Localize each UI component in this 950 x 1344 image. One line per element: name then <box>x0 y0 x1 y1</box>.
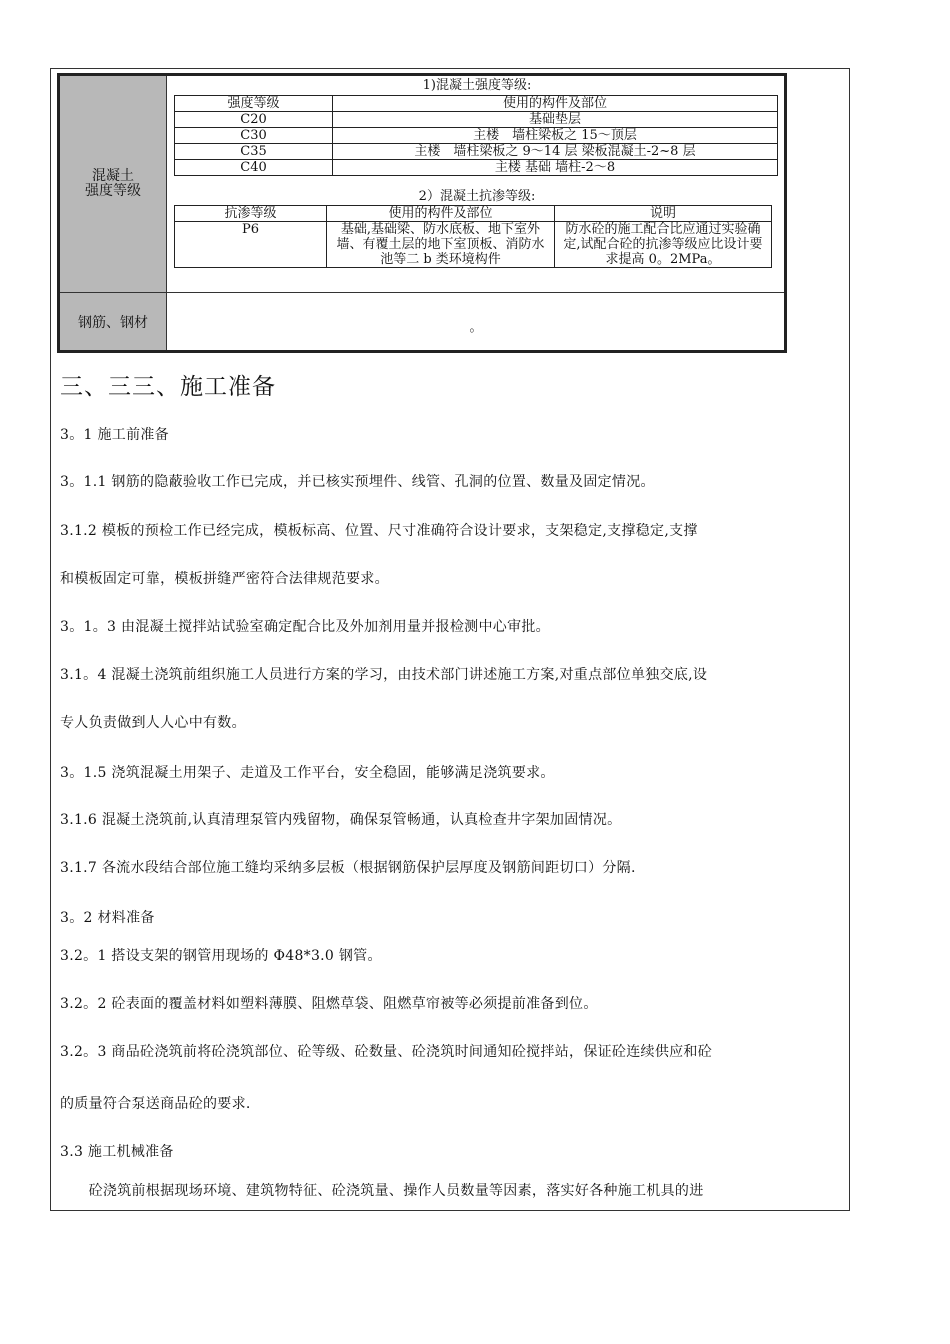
steel-value: 。 <box>469 320 483 335</box>
body-paragraph: 3.1.6 混凝土浇筑前,认真清理泵管内残留物，确保泵管畅通，认真检查井字架加固情况。 <box>60 812 622 828</box>
row-divider <box>60 292 784 293</box>
imp-header-location: 使用的构件及部位 <box>327 206 555 222</box>
body-paragraph: 3。1.5 浇筑混凝土用架子、走道及工作平台，安全稳固，能够满足浇筑要求。 <box>60 765 555 781</box>
body-paragraph: 专人负责做到人人心中有数。 <box>60 715 246 731</box>
imp-location: 基础,基础梁、防水底板、地下室外墙、有覆土层的地下室顶板、消防水池等二 b 类环境构件 <box>327 222 555 268</box>
concrete-grade-label: 混凝土 强度等级 <box>85 168 141 199</box>
strength-location: 基础垫层 <box>333 112 778 128</box>
imp-note: 防水砼的施工配合比应通过实验确定,试配合砼的抗渗等级应比设计要求提高 0。2MPa。 <box>555 222 772 268</box>
body-paragraph: 3。1。3 由混凝土搅拌站试验室确定配合比及外加剂用量并报检测中心审批。 <box>60 619 550 635</box>
steel-label: 钢筋、钢材 <box>78 314 148 331</box>
strength-row <box>175 112 778 128</box>
body-paragraph: 3。2 材料准备 <box>60 910 155 926</box>
body-paragraph: 3.1。4 混凝土浇筑前组织施工人员进行方案的学习，由技术部门讲述施工方案,对重点部位单独交底,设 <box>60 667 708 683</box>
imp-row <box>175 222 772 268</box>
strength-grade: C30 <box>175 128 333 144</box>
strength-header-row <box>175 96 778 112</box>
strength-row <box>175 128 778 144</box>
body-paragraph: 3.2。1 搭设支架的钢管用现场的 Φ48*3.0 钢管。 <box>60 948 382 964</box>
strength-header-grade: 强度等级 <box>175 96 333 112</box>
imp-header-row <box>175 206 772 222</box>
strength-location: 主楼 墙柱梁板之 15～顶层 <box>333 128 778 144</box>
body-paragraph: 3.1.7 各流水段结合部位施工缝均采纳多层板（根据钢筋保护层厚度及钢筋间距切口）分隔. <box>60 860 636 876</box>
imp-header-grade: 抗渗等级 <box>175 206 327 222</box>
spec-table <box>57 73 787 353</box>
strength-grade: C40 <box>175 160 333 176</box>
strength-header-location: 使用的构件及部位 <box>333 96 778 112</box>
strength-caption: 1)混凝土强度等级: <box>422 78 532 93</box>
body-paragraph: 的质量符合泵送商品砼的要求. <box>60 1096 251 1112</box>
strength-grade: C35 <box>175 144 333 160</box>
body-paragraph: 和模板固定可靠，模板拼缝严密符合法律规范要求。 <box>60 571 389 587</box>
imp-header-note: 说明 <box>555 206 772 222</box>
body-paragraph: 3。1 施工前准备 <box>60 427 169 443</box>
strength-location: 主楼 基础 墙柱-2～8 <box>333 160 778 176</box>
imp-grade: P6 <box>175 222 327 268</box>
impermeability-table <box>174 205 772 268</box>
impermeability-caption: 2）混凝土抗渗等级: <box>418 189 536 204</box>
body-paragraph: 3.2。3 商品砼浇筑前将砼浇筑部位、砼等级、砼数量、砼浇筑时间通知砼搅拌站，保证砼连续供应和砼 <box>60 1044 713 1060</box>
strength-location: 主楼 墙柱梁板之 9～14 层 梁板混凝土-2~8 层 <box>333 144 778 160</box>
body-paragraph: 3.3 施工机械准备 <box>60 1144 174 1160</box>
body-paragraph: 3。1.1 钢筋的隐蔽验收工作已完成，并已核实预埋件、线管、孔洞的位置、数量及固定情况。 <box>60 474 655 490</box>
section-title: 三、三三、施工准备 <box>60 374 276 400</box>
strength-table <box>174 95 778 176</box>
strength-row <box>175 160 778 176</box>
body-paragraph: 3.2。2 砼表面的覆盖材料如塑料薄膜、阻燃草袋、阻燃草帘被等必须提前准备到位。 <box>60 996 598 1012</box>
body-paragraph: 3.1.2 模板的预检工作已经完成，模板标高、位置、尺寸准确符合设计要求，支架稳定,支撑稳定,支撑 <box>60 523 698 539</box>
strength-grade: C20 <box>175 112 333 128</box>
strength-row <box>175 144 778 160</box>
body-paragraph: 砼浇筑前根据现场环境、建筑物特征、砼浇筑量、操作人员数量等因素，落实好各种施工机具的进 <box>60 1183 704 1199</box>
